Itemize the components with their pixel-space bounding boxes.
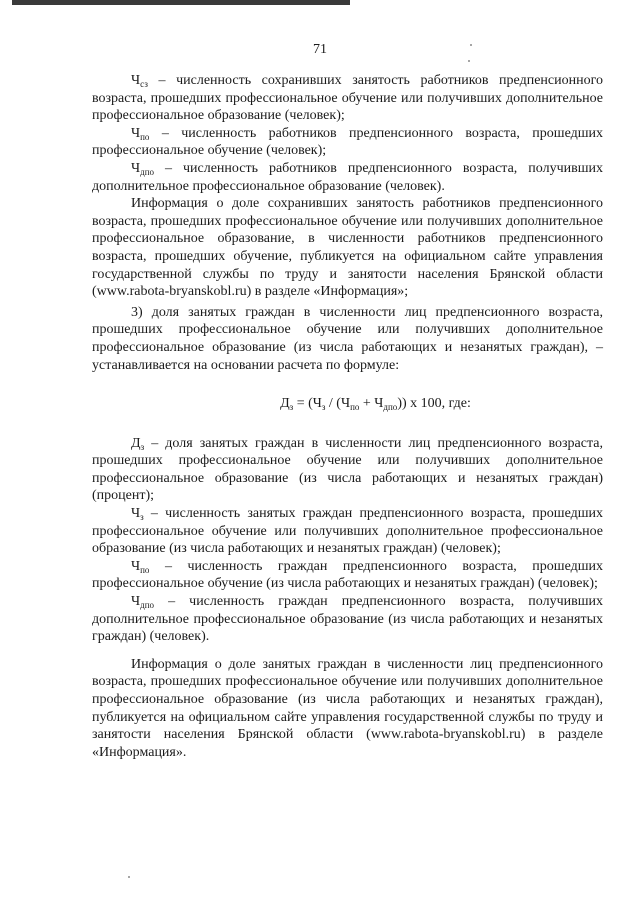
- symbol-subscript: з: [140, 441, 145, 452]
- definition-text: – численность граждан предпенсионного возраста, получивших дополнительное профессиональное образование (из числа работающих и незанятых граждан) (человек).: [92, 594, 603, 645]
- definition-text: – численность работников предпенсионного возраста, прошедших профессиональное обучение (человек);: [92, 125, 603, 159]
- symbol-subscript: з: [140, 512, 144, 523]
- symbol: Ч: [131, 558, 141, 574]
- item-3-paragraph: 3) доля занятых граждан в численности лиц предпенсионного возраста, прошедших профессиональное обучение или получивших дополнительное профессиональное образование (из числа работающих и незанятых граждан), – устанавливается на основании расчета по формуле:: [92, 304, 603, 373]
- page-number: 71: [313, 42, 327, 57]
- formula: $Д_з = (Ч_з / (Ч_{по} + Ч_{дпо}))$ x 100, где:: [280, 396, 471, 413]
- symbol-subscript: по: [140, 564, 150, 575]
- info-paragraph-retained: Информация о доле сохранивших занятость работников предпенсионного возраста, прошедших профессиональное обучение или получивших дополнительное профессиональное образование, в численности работников предпенсионного возраста, прошедших обучение, публикуется на официальном сайте управления государственной службы по труду и занятости населения Брянской области (www.rabota-bryanskobl.ru) в разделе «Информация»;: [92, 196, 603, 300]
- symbol-subscript: дпо: [140, 600, 155, 611]
- definition-chdpo-2: [92, 593, 603, 646]
- definition-chsz: [92, 72, 603, 125]
- definition-text: – доля занятых граждан в численности лиц предпенсионного возраста, прошедших профессиональное обучение или получивших дополнительное профессиональное образование (из числа работающих и незанятых граждан) (процент);: [92, 435, 603, 504]
- info-paragraph-employed: Информация о доле занятых граждан в численности лиц предпенсионного возраста, прошедших профессиональное обучение или получивших дополнительное профессиональное образование (из числа работающих и незанятых граждан), публикуется на официальном сайте управления государственной службы по труду и занятости населения Брянской области (www.rabota-bryanskobl.ru) в разделе «Информация».: [92, 656, 603, 760]
- definition-chdpo: [92, 160, 603, 195]
- symbol-subscript: по: [140, 131, 150, 142]
- symbol: Ч: [131, 594, 141, 610]
- symbol: Ч: [131, 160, 141, 176]
- definition-dz: [92, 435, 603, 505]
- definition-text: – численность работников предпенсионного возраста, получивших дополнительное профессиональное образование (человек).: [92, 160, 603, 194]
- symbol: Ч: [131, 506, 141, 522]
- top-edge-bar: [12, 0, 350, 5]
- scan-speck: [128, 876, 130, 878]
- definition-text: – численность сохранивших занятость работников предпенсионного возраста, прошедших профессиональное обучение или получивших дополнительное профессиональное образование (человек);: [92, 73, 603, 124]
- definition-chpo: [92, 125, 603, 160]
- symbol-subscript: сз: [140, 79, 148, 89]
- definition-chz: [92, 505, 603, 558]
- symbol: Ч: [131, 125, 141, 141]
- scan-speck: [470, 44, 472, 46]
- symbol: Д: [131, 435, 141, 451]
- definition-text: – численность занятых граждан предпенсионного возраста, прошедших профессиональное обучение или получивших дополнительное профессиональное образование (из числа работающих и незанятых граждан) (человек);: [92, 506, 603, 557]
- scan-speck: [468, 60, 470, 62]
- symbol-subscript: дпо: [140, 166, 155, 177]
- document-body: [92, 72, 603, 761]
- definition-chpo-2: [92, 558, 603, 593]
- symbol: Ч: [131, 73, 141, 88]
- definition-text: – численность граждан предпенсионного возраста, прошедших профессиональное обучение (из числа работающих и незанятых граждан) (человек);: [92, 558, 603, 592]
